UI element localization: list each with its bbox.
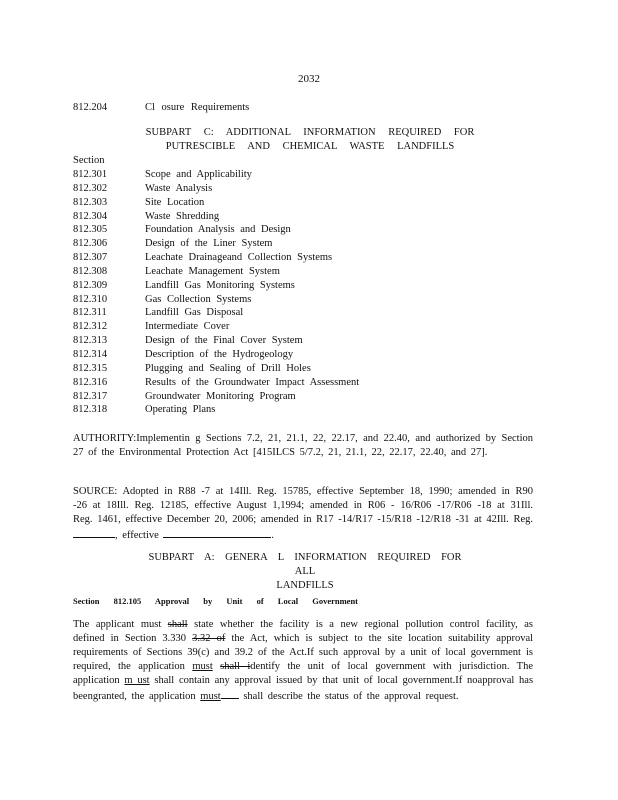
toc-number: 812.302 [73, 182, 108, 194]
toc-number: 812.317 [73, 390, 108, 402]
toc-title: Foundation Analysis and Design [145, 224, 291, 236]
toc-item [73, 403, 359, 417]
body-paragraph [73, 618, 533, 704]
toc-title: Intermediate Cover [145, 321, 230, 333]
toc-title: Leachate Drainageand Collection Systems [145, 252, 333, 264]
toc-item [73, 182, 359, 196]
toc-title: Groundwater Monitoring Program [145, 390, 296, 402]
toc-title: Leachate Management System [145, 265, 280, 277]
body-text: dentify the unit of local government with jurisdiction. The application [73, 661, 534, 686]
toc-number: 812.308 [73, 265, 108, 277]
toc-item [73, 237, 359, 251]
authority-note: AUTHORITY:Implementin g Sections 7.2, 21, 21.1, 22, 22.17, and 22.40, and authorized by Section 27 of the Environmental Protection Act [415ILCS 5/7.2, 21, 21.1, 22, 22.17, 22.40, and 27]. [73, 433, 533, 458]
subpart-a-line2: LANDFILLS [276, 580, 334, 591]
section-column-label: Section [73, 155, 105, 166]
section-heading: Section 812.105 Approval by Unit of Local Government [73, 596, 359, 606]
toc-number: 812.301 [73, 169, 108, 180]
toc-item [73, 168, 359, 182]
toc-number: 812.315 [73, 362, 108, 374]
toc-title: Site Location [145, 196, 205, 208]
toc-number: 812.310 [73, 293, 108, 305]
toc-number: 812.314 [73, 348, 108, 360]
inserted-text: m ust [124, 675, 150, 686]
page-number: 2032 [298, 73, 320, 85]
toc-item [73, 320, 359, 334]
toc-title: Scope and Applicability [145, 169, 252, 180]
toc-title: Operating Plans [145, 404, 216, 416]
toc-title: Waste Shredding [145, 210, 220, 222]
blank-line [73, 527, 115, 538]
blank-line [221, 688, 239, 699]
deleted-text: shall i [220, 661, 251, 672]
subpart-c-line1: SUBPART C: ADDITIONAL INFORMATION REQUIRED FOR [145, 127, 475, 138]
toc-item [73, 306, 359, 320]
subpart-c-line2: PUTRESCIBLE AND CHEMICAL WASTE LANDFILLS [165, 141, 455, 152]
toc-item [73, 279, 359, 293]
table-of-contents [73, 168, 359, 417]
toc-item [73, 210, 359, 224]
toc-item [73, 348, 359, 362]
toc-title: Plugging and Sealing of Drill Holes [145, 362, 311, 374]
blank-line [163, 527, 271, 538]
toc-item [73, 376, 359, 390]
body-text: the Act, which is subject to the site location suitability approval requirements of Sections 39(c) and 39.2 of the Act.If such approval by a unit of local government is required, the application [73, 633, 534, 672]
toc-number: 812.306 [73, 238, 108, 250]
toc-item [73, 251, 359, 265]
toc-title: Results of the Groundwater Impact Assessment [145, 376, 360, 388]
body-text: shall contain any approval issued by that unit of local government.If noapproval has beengranted, the application [73, 675, 534, 702]
source-end: . [271, 530, 275, 541]
toc-title: Design of the Liner System [145, 238, 273, 250]
subpart-a-heading [140, 551, 470, 593]
toc-item [73, 223, 359, 237]
toc-number: 812.305 [73, 224, 108, 236]
toc-number: 812.313 [73, 335, 108, 347]
toc-number: 812.312 [73, 321, 108, 333]
toc-item [73, 362, 359, 376]
body-text: The applicant must [73, 619, 162, 630]
heading-row [73, 101, 249, 115]
toc-title: Gas Collection Systems [145, 293, 252, 305]
toc-number: 812.318 [73, 404, 108, 416]
toc-item [73, 293, 359, 307]
toc-item [73, 334, 359, 348]
toc-number: 812.309 [73, 279, 108, 291]
inserted-text: must [200, 691, 221, 702]
toc-number: 812.316 [73, 376, 108, 388]
toc-number: 812.303 [73, 196, 108, 208]
toc-item [73, 265, 359, 279]
toc-number: 812.307 [73, 252, 108, 264]
section-title: Cl osure Requirements [145, 102, 250, 113]
source-note [73, 485, 533, 543]
toc-item [73, 390, 359, 404]
inserted-text: must [192, 661, 213, 672]
toc-title: Description of the Hydrogeology [145, 348, 294, 360]
toc-title: Landfill Gas Monitoring Systems [145, 279, 295, 291]
deleted-text: 3.32 of [192, 633, 226, 644]
toc-title: Waste Analysis [145, 182, 213, 194]
source-mid: , effective [115, 530, 159, 541]
toc-title: Landfill Gas Disposal [145, 307, 244, 319]
section-number: 812.204 [73, 102, 108, 113]
body-text: state whether the facility is a new regional pollution control facility, as defined in Section 3.330 [73, 619, 533, 644]
toc-number: 812.304 [73, 210, 108, 222]
toc-title: Design of the Final Cover System [145, 335, 303, 347]
subpart-a-line1: SUBPART A: GENERA L INFORMATION REQUIRED FOR ALL [148, 552, 462, 577]
toc-number: 812.311 [73, 307, 107, 319]
source-text: SOURCE: Adopted in R88 -7 at 14Ill. Reg. 15785, effective September 18, 1990; amended in R90 -26 at 18Ill. Reg. 12185, effective August 1,1994; amended in R06 - 16/R06 -17/R06 -18 at 31Ill. Reg. 1461, effective December 20, 2006; amended in R17 -14/R17 -15/R18 -12/R18 -31 at 42Ill. Reg. [73, 486, 533, 525]
toc-item [73, 196, 359, 210]
body-text: shall describe the status of the approval request. [243, 691, 459, 702]
deleted-text: shall [167, 619, 188, 630]
subpart-c-heading [145, 126, 475, 154]
